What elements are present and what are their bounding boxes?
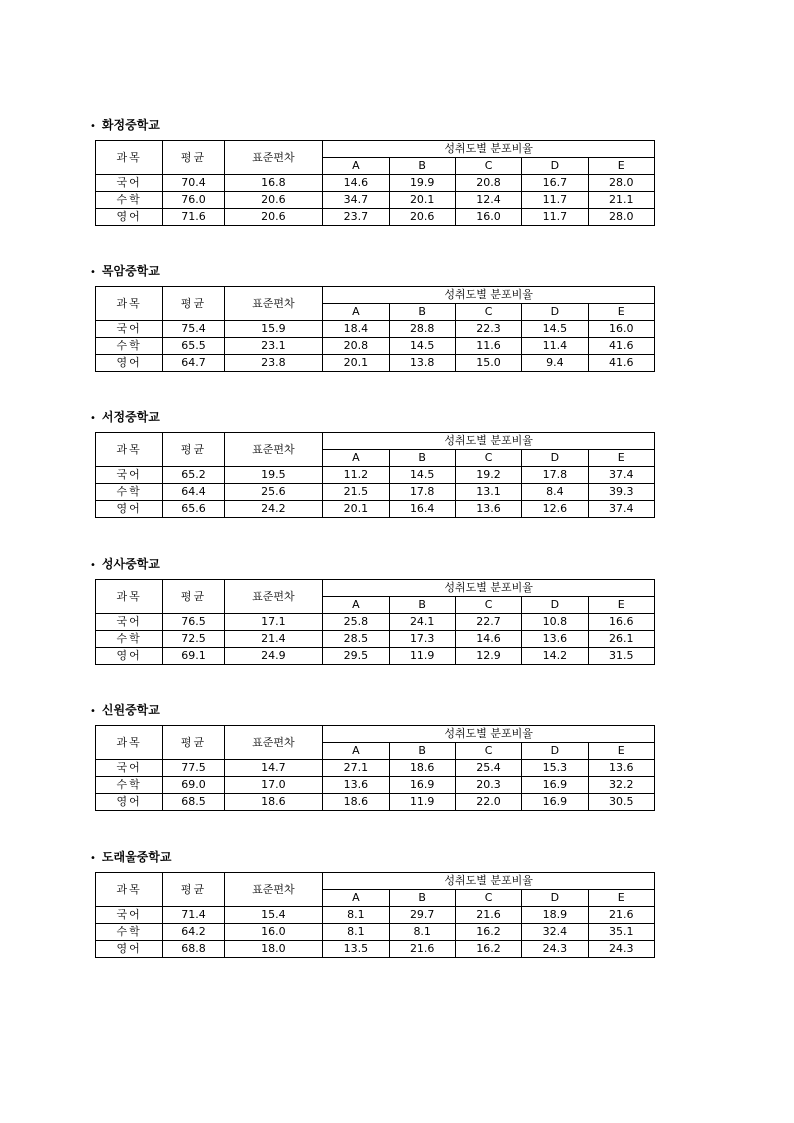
cell-subject: 수학 [96,924,163,941]
cell-std: 25.6 [224,484,323,501]
table-row [96,501,655,518]
cell-dist: 11.9 [389,648,455,665]
table-row [96,941,655,958]
score-table [95,725,655,811]
bullet-icon: • [90,413,96,424]
cell-dist: 11.7 [522,192,588,209]
table-row [96,484,655,501]
cell-dist: 25.8 [323,614,389,631]
school-heading [90,555,658,573]
header-grade: B [389,743,455,760]
cell-dist: 8.1 [389,924,455,941]
cell-dist: 11.6 [455,338,521,355]
cell-dist: 28.0 [588,175,654,192]
cell-dist: 21.1 [588,192,654,209]
header-subject: 과목 [96,580,163,614]
school-name: 신원중학교 [101,703,160,717]
cell-dist: 25.4 [455,760,521,777]
cell-dist: 22.7 [455,614,521,631]
table-row [96,648,655,665]
cell-subject: 영어 [96,501,163,518]
cell-dist: 32.2 [588,777,654,794]
cell-mean: 68.8 [163,941,224,958]
school-section [88,408,658,515]
cell-dist: 18.9 [522,907,588,924]
header-mean: 평균 [163,580,224,614]
header-mean: 평균 [163,433,224,467]
header-distribution: 성취도별 분포비율 [323,433,655,450]
cell-dist: 13.6 [323,777,389,794]
cell-subject: 국어 [96,175,163,192]
school-heading [90,408,658,426]
header-mean: 평균 [163,287,224,321]
header-std: 표준편차 [224,433,323,467]
cell-dist: 20.1 [389,192,455,209]
table-row [96,467,655,484]
header-grade: A [323,597,389,614]
cell-subject: 영어 [96,794,163,811]
cell-dist: 15.3 [522,760,588,777]
cell-dist: 20.6 [389,209,455,226]
cell-mean: 65.5 [163,338,224,355]
header-grade: C [455,743,521,760]
header-grade: C [455,597,521,614]
cell-dist: 17.3 [389,631,455,648]
header-grade: E [588,743,654,760]
cell-mean: 76.5 [163,614,224,631]
school-section [88,555,658,662]
table-row [96,614,655,631]
cell-std: 24.9 [224,648,323,665]
header-grade: A [323,743,389,760]
school-section [88,848,658,955]
cell-dist: 14.6 [455,631,521,648]
cell-dist: 41.6 [588,338,654,355]
cell-subject: 국어 [96,467,163,484]
cell-std: 17.0 [224,777,323,794]
school-section [88,116,658,223]
bullet-icon: • [90,121,96,132]
cell-dist: 18.6 [389,760,455,777]
school-name: 도래울중학교 [101,850,172,864]
header-grade: D [522,890,588,907]
cell-std: 15.4 [224,907,323,924]
cell-dist: 28.8 [389,321,455,338]
cell-dist: 20.1 [323,355,389,372]
table-row [96,794,655,811]
cell-dist: 16.7 [522,175,588,192]
cell-subject: 영어 [96,209,163,226]
cell-mean: 64.7 [163,355,224,372]
cell-dist: 16.9 [522,777,588,794]
cell-dist: 22.3 [455,321,521,338]
cell-mean: 76.0 [163,192,224,209]
bullet-icon: • [90,853,96,864]
header-grade: A [323,158,389,175]
header-mean: 평균 [163,141,224,175]
header-grade: C [455,450,521,467]
table-row [96,321,655,338]
header-grade: B [389,890,455,907]
cell-mean: 71.4 [163,907,224,924]
cell-subject: 수학 [96,192,163,209]
header-grade: A [323,890,389,907]
cell-dist: 21.6 [455,907,521,924]
header-grade: D [522,597,588,614]
cell-mean: 65.2 [163,467,224,484]
header-grade: C [455,158,521,175]
cell-dist: 14.5 [522,321,588,338]
cell-dist: 29.5 [323,648,389,665]
cell-mean: 68.5 [163,794,224,811]
header-grade: B [389,450,455,467]
cell-dist: 34.7 [323,192,389,209]
cell-subject: 영어 [96,941,163,958]
cell-std: 16.8 [224,175,323,192]
header-grade: B [389,597,455,614]
header-grade: D [522,743,588,760]
table-row [96,924,655,941]
cell-subject: 수학 [96,484,163,501]
cell-dist: 24.3 [522,941,588,958]
score-table [95,872,655,958]
cell-dist: 20.3 [455,777,521,794]
bullet-icon: • [90,706,96,717]
cell-dist: 16.0 [455,209,521,226]
cell-dist: 14.2 [522,648,588,665]
header-grade: B [389,304,455,321]
score-table [95,579,655,665]
cell-subject: 영어 [96,648,163,665]
cell-dist: 16.9 [389,777,455,794]
header-grade: A [323,304,389,321]
cell-dist: 11.4 [522,338,588,355]
header-mean: 평균 [163,726,224,760]
cell-dist: 16.0 [588,321,654,338]
bullet-icon: • [90,560,96,571]
header-std: 표준편차 [224,726,323,760]
header-grade: E [588,890,654,907]
cell-mean: 72.5 [163,631,224,648]
cell-dist: 16.9 [522,794,588,811]
score-table [95,286,655,372]
cell-dist: 13.6 [522,631,588,648]
cell-dist: 13.6 [455,501,521,518]
cell-dist: 12.4 [455,192,521,209]
cell-dist: 11.7 [522,209,588,226]
cell-std: 18.6 [224,794,323,811]
school-section [88,262,658,369]
school-name: 성사중학교 [101,557,160,571]
cell-dist: 18.6 [323,794,389,811]
cell-mean: 70.4 [163,175,224,192]
score-table [95,432,655,518]
cell-dist: 16.6 [588,614,654,631]
cell-std: 20.6 [224,209,323,226]
cell-std: 20.6 [224,192,323,209]
cell-dist: 11.2 [323,467,389,484]
cell-dist: 13.5 [323,941,389,958]
header-subject: 과목 [96,287,163,321]
cell-subject: 국어 [96,760,163,777]
header-row [96,287,655,304]
school-section [88,701,658,808]
header-grade: B [389,158,455,175]
cell-dist: 14.5 [389,338,455,355]
cell-dist: 29.7 [389,907,455,924]
cell-dist: 39.3 [588,484,654,501]
header-grade: D [522,450,588,467]
cell-dist: 12.9 [455,648,521,665]
cell-dist: 13.6 [588,760,654,777]
header-distribution: 성취도별 분포비율 [323,141,655,158]
cell-dist: 8.1 [323,907,389,924]
header-distribution: 성취도별 분포비율 [323,287,655,304]
header-row [96,726,655,743]
cell-dist: 22.0 [455,794,521,811]
school-name: 화정중학교 [101,118,160,132]
header-grade: D [522,304,588,321]
header-subject: 과목 [96,726,163,760]
header-row [96,873,655,890]
cell-dist: 14.5 [389,467,455,484]
cell-mean: 64.4 [163,484,224,501]
cell-subject: 수학 [96,631,163,648]
cell-dist: 21.6 [389,941,455,958]
header-subject: 과목 [96,873,163,907]
cell-dist: 19.2 [455,467,521,484]
header-distribution: 성취도별 분포비율 [323,726,655,743]
cell-dist: 24.3 [588,941,654,958]
table-row [96,907,655,924]
cell-dist: 14.6 [323,175,389,192]
cell-mean: 69.1 [163,648,224,665]
school-name: 목암중학교 [101,264,160,278]
cell-dist: 10.8 [522,614,588,631]
cell-dist: 16.4 [389,501,455,518]
header-grade: C [455,890,521,907]
cell-mean: 65.6 [163,501,224,518]
cell-std: 17.1 [224,614,323,631]
cell-subject: 수학 [96,338,163,355]
header-subject: 과목 [96,141,163,175]
cell-subject: 수학 [96,777,163,794]
header-grade: E [588,158,654,175]
cell-dist: 23.7 [323,209,389,226]
cell-std: 15.9 [224,321,323,338]
cell-std: 23.1 [224,338,323,355]
table-row [96,338,655,355]
cell-dist: 20.8 [323,338,389,355]
cell-dist: 16.2 [455,924,521,941]
cell-dist: 31.5 [588,648,654,665]
cell-dist: 24.1 [389,614,455,631]
header-grade: A [323,450,389,467]
header-distribution: 성취도별 분포비율 [323,873,655,890]
cell-std: 19.5 [224,467,323,484]
cell-dist: 20.8 [455,175,521,192]
school-heading [90,848,658,866]
cell-std: 21.4 [224,631,323,648]
cell-std: 24.2 [224,501,323,518]
header-grade: E [588,450,654,467]
cell-dist: 17.8 [522,467,588,484]
school-heading [90,701,658,719]
cell-mean: 69.0 [163,777,224,794]
cell-subject: 국어 [96,614,163,631]
score-table [95,140,655,226]
cell-std: 16.0 [224,924,323,941]
cell-mean: 77.5 [163,760,224,777]
cell-dist: 21.6 [588,907,654,924]
table-row [96,175,655,192]
cell-subject: 국어 [96,321,163,338]
cell-dist: 37.4 [588,501,654,518]
bullet-icon: • [90,267,96,278]
cell-std: 14.7 [224,760,323,777]
cell-dist: 9.4 [522,355,588,372]
header-subject: 과목 [96,433,163,467]
cell-dist: 8.4 [522,484,588,501]
header-grade: E [588,597,654,614]
cell-dist: 16.2 [455,941,521,958]
cell-dist: 19.9 [389,175,455,192]
header-grade: D [522,158,588,175]
cell-dist: 12.6 [522,501,588,518]
cell-dist: 26.1 [588,631,654,648]
table-row [96,760,655,777]
cell-dist: 20.1 [323,501,389,518]
table-row [96,777,655,794]
header-distribution: 성취도별 분포비율 [323,580,655,597]
header-grade: C [455,304,521,321]
cell-mean: 64.2 [163,924,224,941]
cell-mean: 71.6 [163,209,224,226]
school-heading [90,116,658,134]
header-std: 표준편차 [224,141,323,175]
cell-dist: 30.5 [588,794,654,811]
cell-dist: 13.8 [389,355,455,372]
cell-dist: 28.5 [323,631,389,648]
cell-dist: 13.1 [455,484,521,501]
header-std: 표준편차 [224,287,323,321]
cell-dist: 15.0 [455,355,521,372]
cell-dist: 35.1 [588,924,654,941]
cell-std: 18.0 [224,941,323,958]
cell-mean: 75.4 [163,321,224,338]
cell-dist: 11.9 [389,794,455,811]
cell-dist: 28.0 [588,209,654,226]
table-row [96,192,655,209]
cell-subject: 영어 [96,355,163,372]
cell-subject: 국어 [96,907,163,924]
cell-dist: 37.4 [588,467,654,484]
cell-dist: 27.1 [323,760,389,777]
cell-dist: 21.5 [323,484,389,501]
header-std: 표준편차 [224,873,323,907]
cell-std: 23.8 [224,355,323,372]
table-row [96,631,655,648]
table-row [96,209,655,226]
header-row [96,433,655,450]
cell-dist: 41.6 [588,355,654,372]
cell-dist: 18.4 [323,321,389,338]
header-grade: E [588,304,654,321]
cell-dist: 8.1 [323,924,389,941]
header-mean: 평균 [163,873,224,907]
school-heading [90,262,658,280]
header-row [96,580,655,597]
school-name: 서정중학교 [101,410,160,424]
header-std: 표준편차 [224,580,323,614]
cell-dist: 17.8 [389,484,455,501]
cell-dist: 32.4 [522,924,588,941]
table-row [96,355,655,372]
header-row [96,141,655,158]
